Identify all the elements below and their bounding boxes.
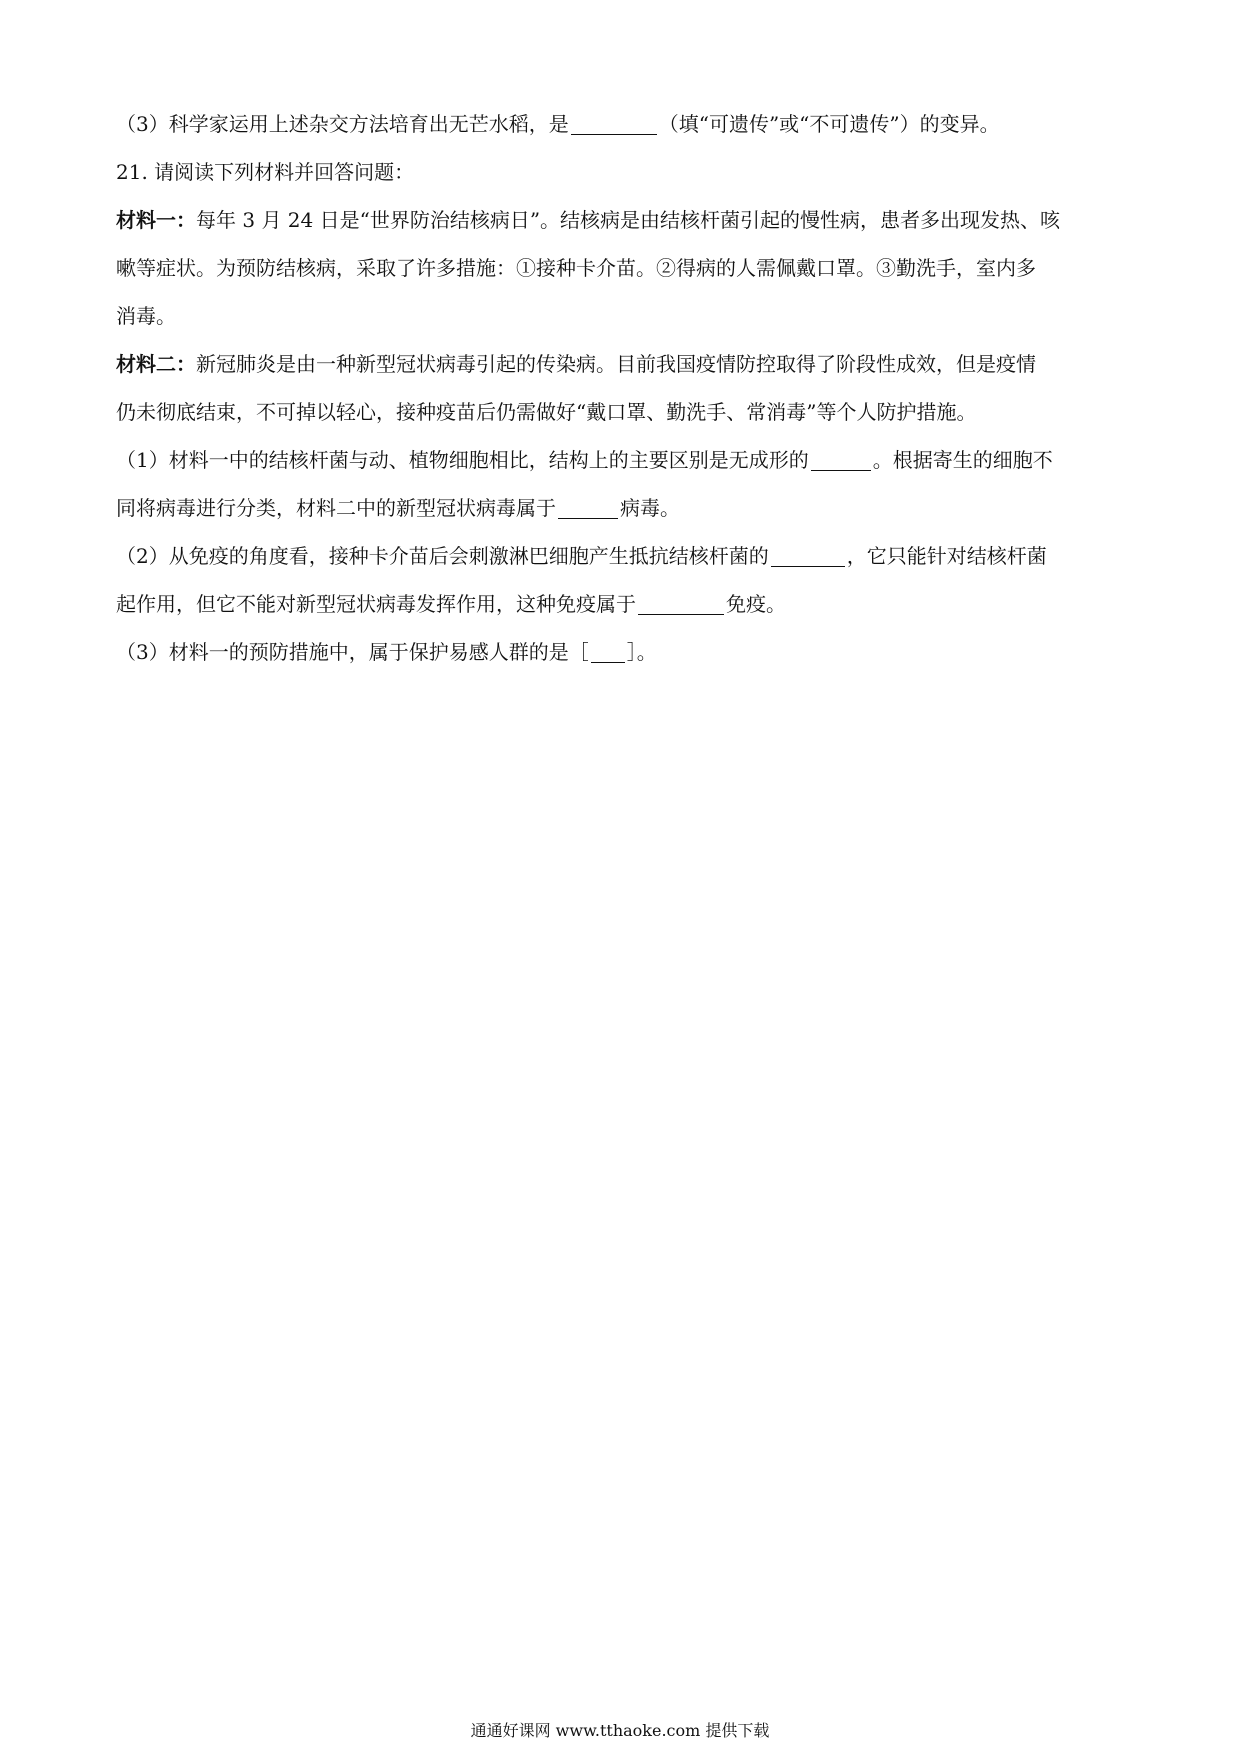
answer-blank[interactable] (638, 594, 724, 615)
material-1-text: 每年 3 月 24 日是“世界防治结核病日”。结核病是由结核杆菌引起的慢性病，患者多出现发热、咳 (196, 208, 1061, 232)
q20-part3-text-after: （填“可遗传”或“不可遗传”）的变异。 (658, 112, 1000, 136)
answer-blank[interactable] (558, 498, 618, 519)
q21-part2-text-before: （2）从免疫的角度看，接种卡介苗后会刺激淋巴细胞产生抵抗结核杆菌的 (116, 544, 769, 568)
q21-part1-line-2-after: 病毒。 (620, 496, 680, 520)
q21-part2-line-1 (116, 532, 1126, 580)
answer-blank[interactable] (571, 114, 657, 135)
q21-part1-line-1 (116, 436, 1126, 484)
q21-part2-line-2 (116, 580, 1126, 628)
q21-part3-text-after: ］。 (626, 640, 657, 664)
answer-blank[interactable] (591, 642, 625, 663)
q20-part3 (116, 100, 1126, 148)
q21-part1-line-2 (116, 484, 1126, 532)
material-2-label: 材料二： (116, 352, 196, 376)
material-1-line-2: 嗽等症状。为预防结核病，采取了许多措施：①接种卡介苗。②得病的人需佩戴口罩。③勤洗手，室内多 (116, 256, 1036, 280)
answer-blank[interactable] (811, 450, 871, 471)
page-footer: 通通好课网 www.tthaoke.com 提供下载 (470, 1721, 770, 1740)
answer-blank[interactable] (771, 546, 845, 567)
q21-part1-text-before: （1）材料一中的结核杆菌与动、植物细胞相比，结构上的主要区别是无成形的 (116, 448, 809, 472)
q21-part3-text-before: （3）材料一的预防措施中，属于保护易感人群的是［ (116, 640, 589, 664)
q20-part3-text-before: （3）科学家运用上述杂交方法培育出无芒水稻，是 (116, 112, 569, 136)
material-2-text: 新冠肺炎是由一种新型冠状病毒引起的传染病。目前我国疫情防控取得了阶段性成效，但是疫情 (196, 352, 1036, 376)
q21-part2-line-2-before: 起作用，但它不能对新型冠状病毒发挥作用，这种免疫属于 (116, 592, 636, 616)
material-1-label: 材料一： (116, 208, 196, 232)
q21-part1-text-after: 。根据寄生的细胞不 (872, 448, 1053, 472)
material-1-line-3: 消毒。 (116, 304, 176, 328)
q21-part2-line-2-after: 免疫。 (726, 592, 786, 616)
document-body (116, 100, 1126, 676)
q21-part3 (116, 628, 1126, 676)
question-21-title: 21. 请阅读下列材料并回答问题： (116, 160, 415, 184)
material-1-line-1 (116, 196, 1126, 244)
material-2-line-1 (116, 340, 1126, 388)
material-2-line-2: 仍未彻底结束，不可掉以轻心，接种疫苗后仍需做好“戴口罩、勤洗手、常消毒”等个人防护措施。 (116, 400, 977, 424)
q21-part1-line-2-before: 同将病毒进行分类，材料二中的新型冠状病毒属于 (116, 496, 556, 520)
q21-part2-text-after: ，它只能针对结核杆菌 (846, 544, 1047, 568)
